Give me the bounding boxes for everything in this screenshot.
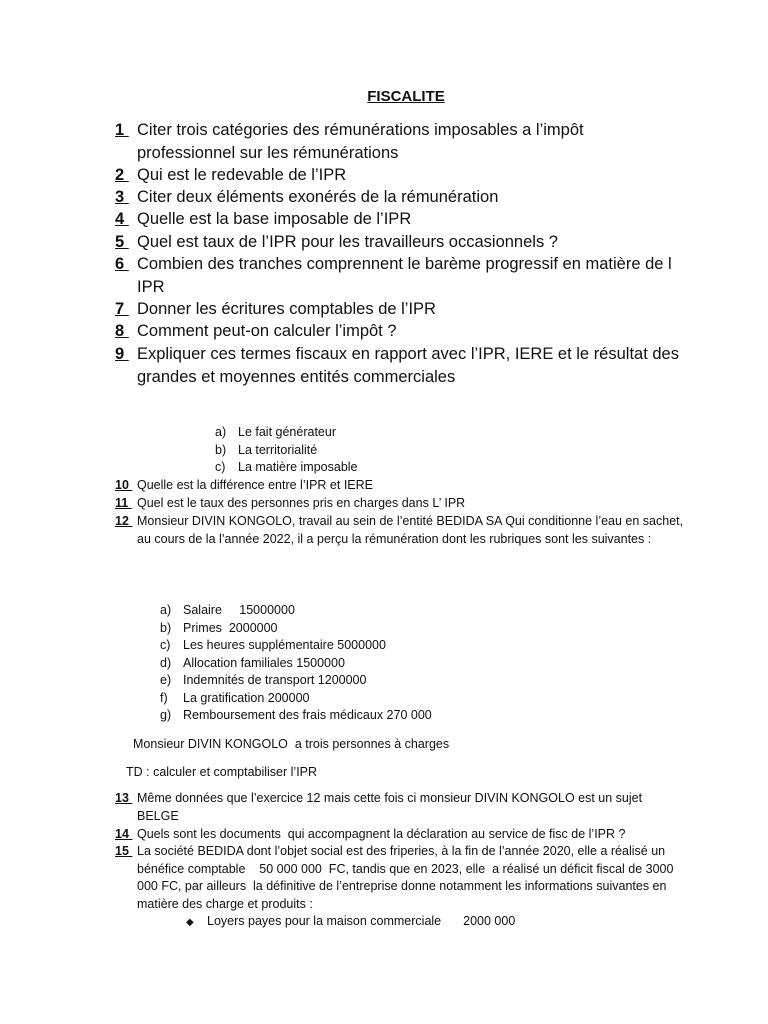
question-text: Quelle est la différence entre l’IPR et IERE bbox=[137, 478, 373, 492]
list-item bbox=[160, 707, 432, 725]
question-number: 3 bbox=[115, 188, 129, 206]
question-13 bbox=[115, 790, 685, 825]
list-marker: b) bbox=[215, 442, 227, 457]
question-number: 5 bbox=[115, 233, 129, 251]
question-number: 7 bbox=[115, 300, 129, 318]
charges-note: Monsieur DIVIN KONGOLO a trois personnes à charges bbox=[133, 737, 450, 751]
question-text: Citer trois catégories des rémunérations imposables a l’impôt professionnel sur les rémunérations bbox=[137, 121, 584, 162]
question-2 bbox=[115, 164, 685, 187]
list-marker: f) bbox=[160, 690, 168, 705]
question-text: Expliquer ces termes fiscaux en rapport avec l’IPR, IERE et le résultat des grandes et moyennes entités commerciales bbox=[137, 345, 679, 386]
list-item bbox=[215, 424, 358, 442]
q15-bullet-item bbox=[186, 914, 515, 931]
diamond-bullet-icon: ◆ bbox=[186, 917, 194, 928]
question-number: 4 bbox=[115, 210, 129, 228]
list-item-text: Allocation familiales 1500000 bbox=[183, 655, 345, 670]
list-marker: d) bbox=[160, 655, 172, 670]
list-marker: a) bbox=[215, 425, 227, 439]
question-3 bbox=[115, 186, 685, 209]
question-text: Quel est taux de l’IPR pour les travailleurs occasionnels ? bbox=[137, 233, 558, 251]
question-11 bbox=[115, 495, 685, 513]
question-text: Quels sont les documents qui accompagnent la déclaration au service de fisc de l’IPR ? bbox=[137, 827, 626, 841]
list-item-text: La territorialité bbox=[238, 442, 318, 457]
q9-sublist bbox=[215, 424, 358, 477]
list-item-text: Les heures supplémentaire 5000000 bbox=[183, 638, 386, 652]
question-text: Qui est le redevable de l’IPR bbox=[137, 166, 347, 184]
list-marker: g) bbox=[160, 708, 172, 722]
question-4 bbox=[115, 208, 685, 231]
list-item bbox=[160, 620, 432, 638]
question-number: 2 bbox=[115, 166, 129, 184]
question-text: La société BEDIDA dont l’objet social est des friperies, à la fin de l’année 2020, elle a réalisé un bénéfice comptable 50 000 000 FC, tandis que en 2023, elle a réalisé un déficit fiscal de 3000 000 FC, par ailleurs la définitive de l’entreprise donne notamment les informations suivantes en matière des charge et produits : bbox=[137, 844, 677, 911]
bullet-amount: 2000 000 bbox=[463, 914, 516, 928]
question-6 bbox=[115, 253, 685, 298]
question-number: 13 bbox=[115, 791, 133, 805]
question-14 bbox=[115, 826, 685, 844]
list-item-text: La matière imposable bbox=[238, 460, 358, 474]
list-item bbox=[215, 459, 358, 477]
question-number: 12 bbox=[115, 514, 133, 528]
question-text: Monsieur DIVIN KONGOLO, travail au sein de l’entité BEDIDA SA Qui conditionne l’eau en sachet, au cours de la l’année 2022, il a perçu la rémunération dont les rubriques sont les suivantes : bbox=[137, 514, 684, 546]
list-item bbox=[215, 442, 358, 460]
q12-sublist bbox=[160, 602, 432, 725]
question-5 bbox=[115, 231, 685, 254]
question-number: 8 bbox=[115, 322, 129, 340]
question-text: Donner les écritures comptables de l’IPR bbox=[137, 300, 436, 318]
list-item bbox=[160, 602, 432, 620]
list-item-text: Le fait générateur bbox=[238, 425, 336, 439]
question-text: Comment peut-on calculer l’impôt ? bbox=[137, 322, 397, 340]
list-item-text: Indemnités de transport 1200000 bbox=[183, 673, 367, 687]
td-note: TD : calculer et comptabiliser l’IPR bbox=[126, 765, 318, 779]
question-text: Citer deux éléments exonérés de la rémunération bbox=[137, 188, 499, 206]
question-text: Combien des tranches comprennent le barème progressif en matière de l IPR bbox=[137, 255, 672, 296]
question-number: 1 bbox=[115, 121, 129, 139]
question-9 bbox=[115, 343, 685, 388]
question-number: 9 bbox=[115, 345, 129, 363]
question-1 bbox=[115, 119, 685, 164]
list-marker: a) bbox=[160, 603, 172, 617]
bullet-text: Loyers payes pour la maison commerciale bbox=[207, 914, 442, 928]
question-12 bbox=[115, 513, 685, 548]
question-text: Quelle est la base imposable de l’IPR bbox=[137, 210, 412, 228]
list-marker: c) bbox=[160, 638, 171, 652]
question-text: Quel est le taux des personnes pris en charges dans L’ IPR bbox=[137, 496, 466, 510]
question-15 bbox=[115, 843, 685, 913]
list-item-text: La gratification 200000 bbox=[183, 690, 310, 705]
list-item-text: Remboursement des frais médicaux 270 000 bbox=[183, 708, 432, 722]
question-number: 6 bbox=[115, 255, 129, 273]
question-8 bbox=[115, 320, 685, 343]
list-item bbox=[160, 690, 432, 708]
question-number: 15 bbox=[115, 844, 133, 858]
list-marker: e) bbox=[160, 673, 172, 687]
question-number: 11 bbox=[115, 496, 132, 510]
list-item-text: Primes 2000000 bbox=[183, 620, 278, 635]
question-number: 14 bbox=[115, 827, 133, 841]
question-10 bbox=[115, 477, 685, 495]
list-item bbox=[160, 655, 432, 673]
list-marker: b) bbox=[160, 620, 172, 635]
list-item bbox=[160, 637, 432, 655]
list-item bbox=[160, 672, 432, 690]
question-number: 10 bbox=[115, 478, 133, 492]
question-7 bbox=[115, 298, 685, 321]
list-item-text: Salaire 15000000 bbox=[183, 603, 295, 617]
list-marker: c) bbox=[215, 460, 226, 474]
document-title: FISCALITE bbox=[367, 88, 445, 105]
question-text: Même données que l’exercice 12 mais cette fois ci monsieur DIVIN KONGOLO est un sujet BELGE bbox=[137, 791, 643, 823]
